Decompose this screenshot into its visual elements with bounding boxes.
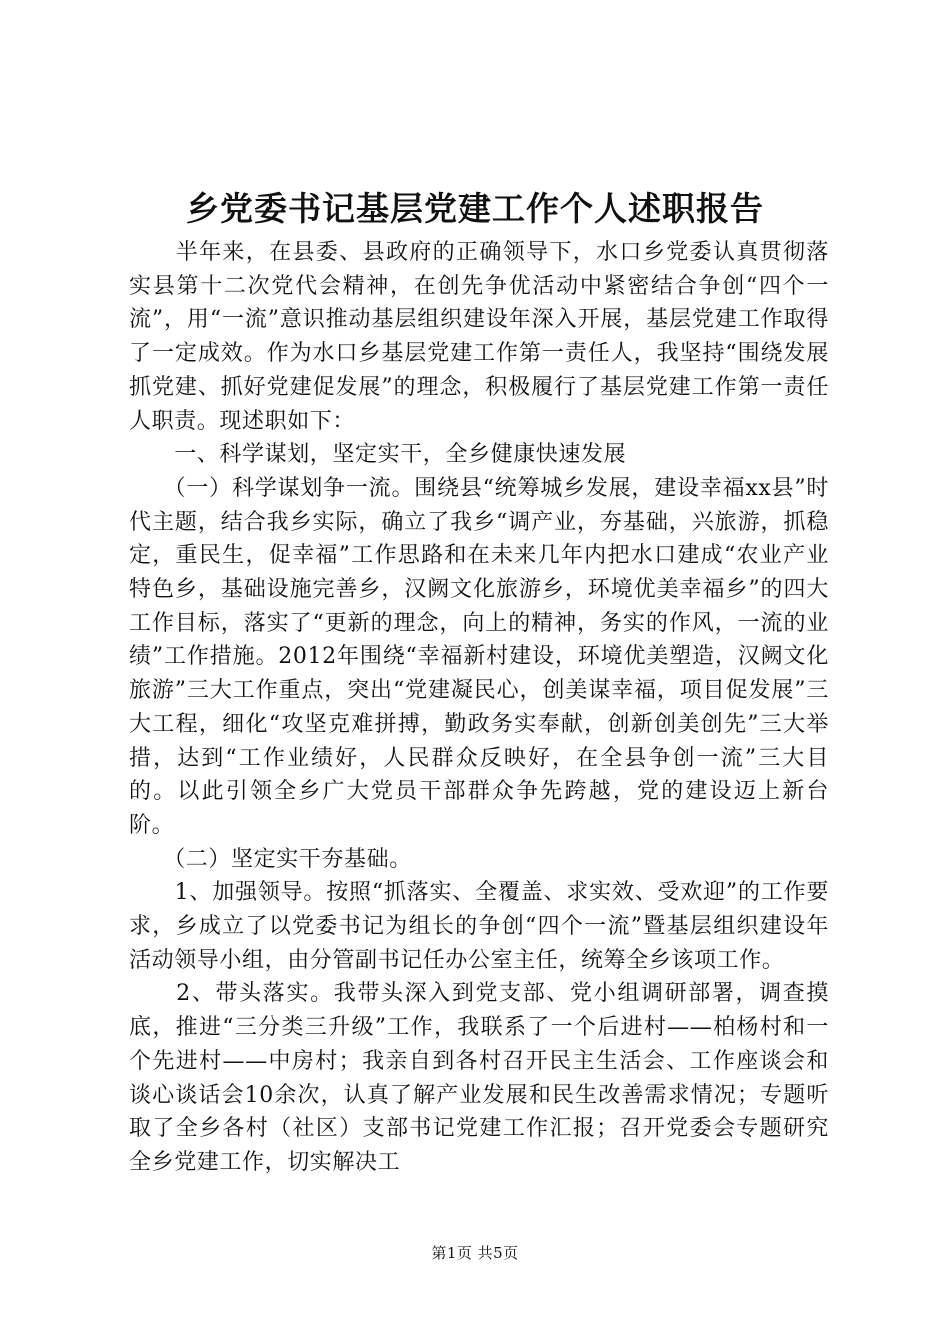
paragraph-intro: 半年来，在县委、县政府的正确领导下，水口乡党委认真贯彻落实县第十二次党代会精神，在创先争优活动中紧密结合争创“四个一流”，用“一流”意识推动基层组织建设年深入开展，基层党建工作取得了一定成效。作为水口乡基层党建工作第一责任人，我坚持“围绕发展抓党建、抓好党建促发展”的理念，积极履行了基层党建工作第一责任人职责。现述职如下： bbox=[129, 240, 829, 434]
document-title: 乡党委书记基层党建工作个人述职报告 bbox=[186, 189, 764, 228]
page-footer: 第1页 共5页 bbox=[431, 1244, 519, 1262]
paragraph-item-2: 2、带头落实。我带头深入到党支部、党小组调研部署，调查摸底，推进“三分类三升级”工作，我联系了一个后进村——柏杨村和一个先进村——中房村；我亲自到各村召开民主生活会、工作座谈会和谈心谈话会10余次，认真了解产业发展和民生改善需求情况；专题听取了全乡各村（社区）支部书记党建工作汇报；召开党委会专题研究全乡党建工作，切实解决工 bbox=[129, 981, 829, 1175]
paragraph-subsection-1: （一）科学谋划争一流。围绕县“统筹城乡发展，建设幸福xx县”时代主题，结合我乡实际，确立了我乡“调产业，夯基础，兴旅游，抓稳定，重民生，促幸福”工作思路和在未来几年内把水口建成“农业产业特色乡，基础设施完善乡，汉阙文化旅游乡，环境优美幸福乡”的四大工作目标，落实了“更新的理念，向上的精神，务实的作风，一流的业绩”工作措施。2012年围绕“幸福新村建设，环境优美塑造，汉阙文化旅游”三大工作重点，突出“党建凝民心，创美谋幸福，项目促发展”三大工程，细化“攻坚克难拼搏，勤政务实奉献，创新创美创先”三大举措，达到“工作业绩好，人民群众反映好，在全县争创一流”三大目的。以此引领全乡广大党员干部群众争先跨越，党的建设迈上新台阶。 bbox=[129, 475, 829, 838]
subsection-heading-2: （二）坚定实干夯基础。 bbox=[129, 846, 412, 872]
document-body bbox=[129, 236, 829, 1180]
section-heading-1: 一、科学谋划，坚定实干，全乡健康快速发展 bbox=[129, 442, 627, 468]
paragraph-item-1: 1、加强领导。按照“抓落实、全覆盖、求实效、受欢迎”的工作要求，乡成立了以党委书记为组长的争创“四个一流”暨基层组织建设年活动领导小组，由分管副书记任办公室主任，统筹全乡该项工作。 bbox=[129, 880, 829, 973]
